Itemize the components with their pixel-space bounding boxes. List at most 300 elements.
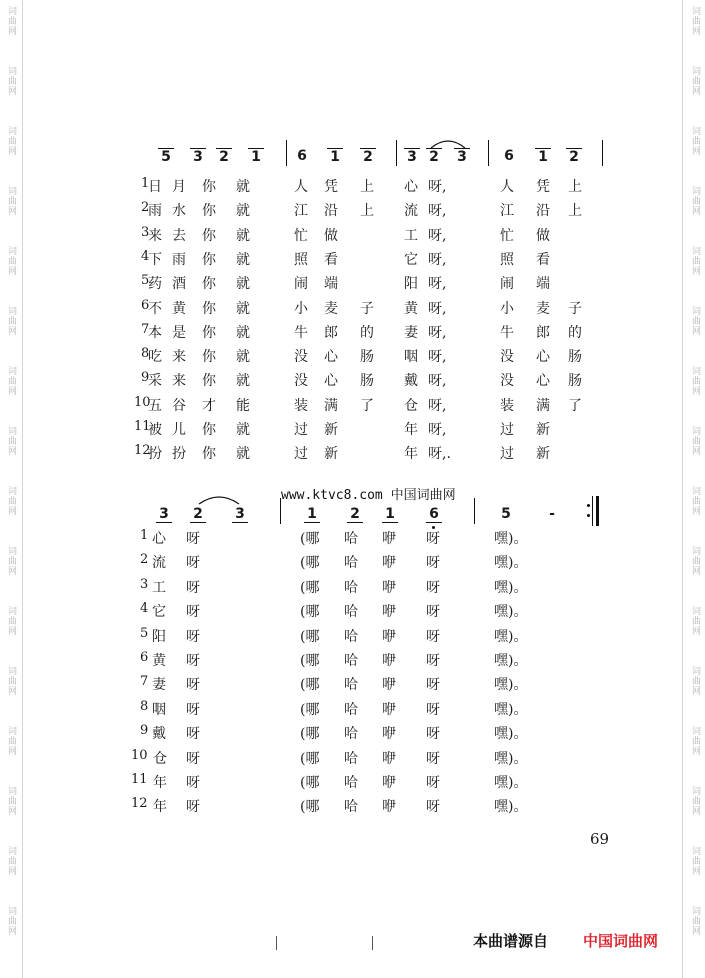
verse-number: 3 [140, 576, 149, 592]
lyric-syllable: 嘿)。 [494, 628, 528, 645]
lyric-syllable: 满 [536, 397, 550, 414]
note: 5 [501, 506, 511, 522]
lyric-syllable: 采 [148, 373, 162, 390]
lyric-syllable: 月 [172, 179, 186, 195]
lyric-syllable: 心 [404, 179, 418, 195]
lyric-syllable: 的 [360, 324, 374, 341]
lyric-syllable: 呀 [186, 799, 200, 816]
lyric-syllable: 过 [500, 422, 514, 438]
lyric-syllable: (哪 [300, 653, 320, 669]
lyric-syllable: 谷 [172, 397, 186, 414]
verse-number: 7 [141, 321, 150, 337]
lyric-syllable: 上 [360, 203, 374, 220]
lyric-syllable: 呀 [426, 701, 440, 718]
lyric-word: 心 [152, 531, 166, 547]
sustain-dash: - [549, 506, 555, 522]
lyric-syllable: 嘿)。 [494, 555, 528, 572]
watermark-text: 词曲网 [6, 306, 16, 336]
lyric-syllable: 来 [172, 373, 186, 390]
lyric-syllable: 忙 [294, 227, 308, 244]
verse-number: 5 [141, 273, 150, 289]
lyric-syllable: 流 [404, 203, 418, 220]
lyric-syllable: 咿 [382, 750, 396, 767]
verse-number: 5 [140, 625, 149, 641]
lyric-syllable: 咿 [382, 555, 396, 572]
lyric-syllable: 看 [324, 251, 338, 268]
lyric-syllable: (哪 [300, 555, 320, 572]
note: 2 [190, 506, 206, 523]
verse-number: 1 [141, 176, 150, 191]
lyric-syllable: 呀, [428, 251, 447, 268]
note: 3 [190, 148, 206, 165]
lyric-syllable: 咿 [382, 531, 396, 547]
lyric-syllable: 上 [360, 179, 374, 195]
final-bar-thick [596, 496, 599, 526]
lyric-syllable: (哪 [300, 628, 320, 645]
watermark-text: 词曲网 [690, 546, 700, 576]
lyric-syllable: 心 [536, 349, 550, 366]
verse-number: 7 [140, 674, 149, 690]
lyric-syllable: 咿 [382, 604, 396, 621]
lyric-syllable: (哪 [300, 604, 320, 621]
lyric-syllable: 上 [568, 203, 582, 220]
lyric-syllable: 哈 [344, 579, 358, 596]
lyric-syllable: 就 [236, 349, 250, 366]
note: 1 [248, 148, 264, 165]
lyric-syllable: 哈 [344, 701, 358, 718]
lyric-syllable: 哈 [344, 653, 358, 669]
watermark-text: 词曲网 [6, 486, 16, 516]
verse-number: 9 [141, 370, 150, 386]
lyric-syllable: 没 [500, 349, 514, 366]
lyric-syllable: 去 [172, 227, 186, 244]
lyric-syllable: 端 [324, 276, 338, 293]
lyric-syllable: 心 [324, 373, 338, 390]
lyric-word: 它 [152, 604, 166, 621]
lyric-syllable: 就 [236, 203, 250, 220]
lyric-syllable: 咿 [382, 701, 396, 718]
lyric-syllable: 江 [500, 203, 514, 220]
lyric-syllable: 药 [148, 276, 162, 293]
lyric-syllable: 嘿)。 [494, 579, 528, 596]
note: 6 [504, 148, 514, 164]
lyric-syllable: 装 [294, 397, 308, 414]
lyric-syllable: 你 [202, 300, 216, 317]
lyric-syllable: 年 [404, 422, 418, 438]
watermark-text: 词曲网 [690, 606, 700, 636]
verse-number: 3 [141, 224, 150, 240]
watermark-text: 词曲网 [690, 666, 700, 696]
watermark-text: 词曲网 [690, 366, 700, 396]
lyric-syllable: 照 [500, 251, 514, 268]
note: 5 [158, 148, 174, 165]
lyric-syllable: 你 [202, 324, 216, 341]
watermark-text: 词曲网 [6, 786, 16, 816]
lyric-syllable: 呀, [428, 276, 447, 293]
lyric-syllable: 满 [324, 397, 338, 414]
source-label: 本曲谱源自 [473, 932, 549, 950]
lyric-syllable: 呀, [428, 324, 447, 341]
lyric-syllable: 就 [236, 179, 250, 195]
watermark-text: 词曲网 [6, 426, 16, 456]
source-site-link[interactable]: 中国词曲网 [583, 932, 659, 950]
lyric-syllable: 就 [236, 373, 250, 390]
lyric-syllable: 就 [236, 324, 250, 341]
lyric-syllable: 呀, [428, 397, 447, 414]
verse-number: 10 [134, 394, 151, 410]
lyric-syllable: 闹 [294, 276, 308, 293]
lyric-syllable: 咿 [382, 677, 396, 694]
lyric-syllable: 嘿)。 [494, 775, 528, 791]
lyric-word: 妻 [152, 677, 166, 694]
verse-number: 8 [141, 346, 150, 362]
lyric-syllable: 咽 [404, 349, 418, 366]
lyric-syllable: 才 [202, 397, 216, 414]
lyric-syllable: 的 [568, 324, 582, 341]
lyric-syllable: 了 [568, 397, 582, 414]
lyric-syllable: 凭 [324, 179, 338, 195]
lyric-syllable: 被 [148, 422, 162, 438]
lyric-syllable: (哪 [300, 701, 320, 718]
final-bar-thin [592, 496, 593, 526]
lyric-syllable: 呀, [428, 203, 447, 220]
lyric-syllable: 你 [202, 276, 216, 293]
lyric-syllable: 你 [202, 203, 216, 220]
lyric-syllable: 呀, [428, 300, 447, 317]
lyric-syllable: 仓 [404, 397, 418, 414]
watermark-text: 词曲网 [6, 846, 16, 876]
lyric-syllable: 五 [148, 397, 162, 414]
watermark-text: 词曲网 [6, 126, 16, 156]
lyric-syllable: 工 [404, 227, 418, 244]
lyric-syllable: 来 [148, 227, 162, 244]
watermark-text: 词曲网 [690, 486, 700, 516]
lyric-syllable: 咿 [382, 799, 396, 816]
lyric-word: 工 [152, 579, 166, 596]
lyric-syllable: 呀 [426, 775, 440, 791]
lyric-syllable: 吃 [148, 349, 162, 366]
lyric-syllable: 哈 [344, 799, 358, 816]
watermark-text: 词曲网 [6, 726, 16, 756]
lyric-syllable: 江 [294, 203, 308, 220]
lyric-syllable: 上 [568, 179, 582, 195]
lyric-syllable: 嘿)。 [494, 531, 528, 547]
lyric-syllable: 黄 [404, 300, 418, 317]
lyric-syllable: 肠 [360, 349, 374, 366]
lyric-syllable: (哪 [300, 531, 320, 547]
watermark-text: 词曲网 [690, 126, 700, 156]
note: 6 [297, 148, 307, 164]
lyric-syllable: 呀 [426, 677, 440, 694]
lyric-syllable: 呀, [428, 422, 447, 438]
lyric-syllable: 雨 [148, 203, 162, 220]
lyric-syllable: 没 [294, 349, 308, 366]
verse-number: 12 [131, 796, 148, 812]
lyric-syllable: 你 [202, 446, 216, 463]
note: 1 [304, 506, 320, 523]
lyric-syllable: 你 [202, 373, 216, 390]
lyric-syllable: 你 [202, 227, 216, 244]
lyric-syllable: 呀 [426, 579, 440, 596]
lyric-syllable: 就 [236, 276, 250, 293]
bar-line [488, 140, 489, 166]
lyric-syllable: 小 [294, 300, 308, 317]
lyric-syllable: (哪 [300, 579, 320, 596]
lyric-syllable: 阳 [404, 276, 418, 293]
lyric-syllable: 麦 [324, 300, 338, 317]
watermark-text: 词曲网 [6, 6, 16, 36]
lyric-syllable: (哪 [300, 726, 320, 743]
lyric-syllable: 凭 [536, 179, 550, 195]
lyric-syllable: 过 [294, 446, 308, 463]
note: 2 [426, 148, 442, 165]
watermark-text: 词曲网 [690, 6, 700, 36]
lyric-syllable: 儿 [172, 422, 186, 438]
lyric-syllable: 哈 [344, 628, 358, 645]
lyric-syllable: 呀 [186, 701, 200, 718]
lyric-syllable: 咿 [382, 775, 396, 791]
verse-number: 2 [140, 552, 149, 568]
lyric-syllable: 呀 [426, 726, 440, 743]
lyric-syllable: 沿 [536, 203, 550, 220]
lyric-syllable: 哈 [344, 750, 358, 767]
watermark-text: 词曲网 [6, 546, 16, 576]
lyric-syllable: 呀 [426, 531, 440, 547]
lyric-syllable: 牛 [500, 324, 514, 341]
lyric-syllable: 呀 [426, 653, 440, 669]
lyric-syllable: 你 [202, 179, 216, 195]
lyric-syllable: 人 [500, 179, 514, 195]
lyric-syllable: 就 [236, 300, 250, 317]
note: 2 [216, 148, 232, 165]
lyric-syllable: 麦 [536, 300, 550, 317]
lyric-syllable: 呀,. [428, 446, 451, 463]
lyric-syllable: 嘿)。 [494, 701, 528, 718]
lyric-syllable: 呀 [186, 653, 200, 669]
verse-number: 8 [140, 698, 149, 714]
note: 1 [382, 506, 398, 523]
lyric-syllable: 心 [324, 349, 338, 366]
lyric-syllable: 咿 [382, 628, 396, 645]
lyric-syllable: 你 [202, 251, 216, 268]
verse-number: 6 [140, 650, 149, 665]
watermark-text: 词曲网 [690, 66, 700, 96]
lyric-syllable: 下 [148, 251, 162, 268]
lyric-syllable: 呀 [426, 628, 440, 645]
lyric-syllable: 它 [404, 251, 418, 268]
lyric-syllable: 嘿)。 [494, 750, 528, 767]
lyric-syllable: 是 [172, 324, 186, 341]
lyric-syllable: 呀, [428, 373, 447, 390]
lyric-syllable: 嘿)。 [494, 726, 528, 743]
watermark-text: 词曲网 [6, 366, 16, 396]
lyric-word: 流 [152, 555, 166, 572]
lyric-syllable: 牛 [294, 324, 308, 341]
lyric-syllable: 呀 [186, 726, 200, 743]
lyric-syllable: 小 [500, 300, 514, 317]
lyric-syllable: 做 [536, 227, 550, 244]
lyric-syllable: 本 [148, 324, 162, 341]
verse-number: 11 [134, 419, 151, 434]
lyric-syllable: 人 [294, 179, 308, 195]
lyric-syllable: 呀 [186, 555, 200, 572]
lyric-syllable: 就 [236, 422, 250, 438]
lyric-word: 年 [153, 775, 167, 791]
lyric-word: 阳 [152, 628, 166, 645]
lyric-syllable: 新 [536, 422, 550, 438]
lyric-syllable: 咿 [382, 579, 396, 596]
lyric-syllable: 呀, [428, 227, 447, 244]
lyric-syllable: 没 [500, 373, 514, 390]
lyric-syllable: (哪 [300, 677, 320, 694]
lyric-syllable: 呀 [186, 628, 200, 645]
lyric-syllable: 扮 [172, 446, 186, 463]
lyric-syllable: 呀 [426, 604, 440, 621]
lyric-syllable: 子 [568, 300, 582, 317]
lyric-syllable: 嘿)。 [494, 677, 528, 694]
page-number: 69 [590, 830, 610, 848]
lyric-syllable: 哈 [344, 555, 358, 572]
bar-line [286, 140, 287, 166]
lyric-syllable: 新 [324, 446, 338, 463]
lyric-syllable: 妻 [404, 324, 418, 341]
lyric-syllable: 装 [500, 397, 514, 414]
lyric-syllable: 忙 [500, 227, 514, 244]
watermark-text: 词曲网 [6, 66, 16, 96]
lyric-syllable: 就 [236, 227, 250, 244]
repeat-dot [587, 514, 590, 517]
lyric-syllable: 日 [148, 179, 162, 195]
lyric-syllable: 没 [294, 373, 308, 390]
lyric-syllable: 你 [202, 422, 216, 438]
lyric-syllable: 做 [324, 227, 338, 244]
bar-line [602, 140, 603, 166]
verse-number: 2 [141, 200, 150, 216]
lyric-word: 仓 [153, 750, 167, 767]
lyric-syllable: 不 [148, 300, 162, 317]
lyric-syllable: 咿 [382, 726, 396, 743]
note: 3 [156, 506, 172, 523]
watermark-text: 词曲网 [6, 606, 16, 636]
watermark-text: 词曲网 [6, 186, 16, 216]
watermark-text: 词曲网 [690, 726, 700, 756]
bar-line [280, 498, 281, 524]
slur [428, 136, 468, 150]
watermark-text: 词曲网 [690, 906, 700, 936]
lyric-syllable: 呀 [186, 750, 200, 767]
lyric-syllable: 哈 [344, 531, 358, 547]
lyric-syllable: 来 [172, 349, 186, 366]
lyric-syllable: 照 [294, 251, 308, 268]
lyric-syllable: 哈 [344, 604, 358, 621]
note: 3 [454, 148, 470, 165]
lyric-syllable: 呀 [426, 799, 440, 816]
lyric-syllable: 沿 [324, 203, 338, 220]
lyric-syllable: 哈 [344, 677, 358, 694]
lyric-syllable: 黄 [172, 300, 186, 317]
watermark-text: 词曲网 [690, 426, 700, 456]
note: 2 [566, 148, 582, 165]
verse-number: 4 [141, 248, 150, 264]
right-margin-line [682, 0, 683, 978]
lyric-syllable: 过 [500, 446, 514, 463]
lyric-syllable: 就 [236, 446, 250, 463]
lyric-syllable: 肠 [568, 373, 582, 390]
slur [196, 492, 242, 506]
lyric-syllable: (哪 [300, 799, 320, 816]
lyric-syllable: 呀 [186, 579, 200, 596]
lyric-syllable: 郎 [324, 324, 338, 341]
lyric-syllable: 呀, [428, 349, 447, 366]
lyric-syllable: 肠 [568, 349, 582, 366]
lyric-syllable: 雨 [172, 251, 186, 268]
lyric-word: 咽 [152, 701, 166, 718]
watermark-text: 词曲网 [690, 846, 700, 876]
lyric-word: 黄 [152, 653, 166, 669]
verse-number: 12 [134, 443, 151, 459]
lyric-syllable: 哈 [344, 775, 358, 791]
watermark-text: 词曲网 [690, 786, 700, 816]
lyric-syllable: 呀 [186, 604, 200, 621]
lyric-syllable: 看 [536, 251, 550, 268]
lyric-syllable: 能 [236, 397, 250, 414]
watermark-text: 词曲网 [6, 246, 16, 276]
lyric-syllable: 咿 [382, 653, 396, 669]
lyric-syllable: 新 [324, 422, 338, 438]
watermark-text: 词曲网 [6, 666, 16, 696]
lyric-syllable: 呀 [186, 531, 200, 547]
lyric-syllable: 水 [172, 203, 186, 220]
lyric-syllable: 你 [202, 349, 216, 366]
lyric-syllable: 子 [360, 300, 374, 317]
lyric-word: 年 [153, 799, 167, 816]
lyric-syllable: 嘿)。 [494, 653, 528, 669]
note: 3 [232, 506, 248, 523]
lyric-syllable: 了 [360, 397, 374, 414]
repeat-dot [587, 504, 590, 507]
lyric-syllable: 哈 [344, 726, 358, 743]
lyric-syllable: 年 [404, 446, 418, 463]
note: 2 [347, 506, 363, 523]
lyric-syllable: 嘿)。 [494, 604, 528, 621]
verse-number: 11 [131, 772, 148, 787]
lyric-syllable: 酒 [172, 276, 186, 293]
lyric-syllable: 嘿)。 [494, 799, 528, 816]
site-url-text: www.ktvc8.com 中国词曲网 [281, 488, 456, 503]
lyric-syllable: 呀 [426, 750, 440, 767]
bar-line [474, 498, 475, 524]
verse-number: 1 [140, 528, 149, 543]
lyric-syllable: 就 [236, 251, 250, 268]
note: 1 [535, 148, 551, 165]
lyric-syllable: 过 [294, 422, 308, 438]
note: 2 [360, 148, 376, 165]
lyric-syllable: 新 [536, 446, 550, 463]
lyric-syllable: 呀 [186, 677, 200, 694]
watermark-text: 词曲网 [690, 246, 700, 276]
verse-number: 6 [141, 297, 150, 313]
lyric-syllable: 肠 [360, 373, 374, 390]
lyric-syllable: 戴 [404, 373, 418, 390]
lyric-syllable: (哪 [300, 750, 320, 767]
lyric-syllable: 郎 [536, 324, 550, 341]
lyric-syllable: (哪 [300, 775, 320, 791]
lyric-syllable: 闹 [500, 276, 514, 293]
left-margin-line [22, 0, 23, 978]
verse-number: 4 [140, 601, 149, 617]
verse-number: 9 [140, 723, 149, 739]
verse-number: 10 [131, 747, 148, 763]
